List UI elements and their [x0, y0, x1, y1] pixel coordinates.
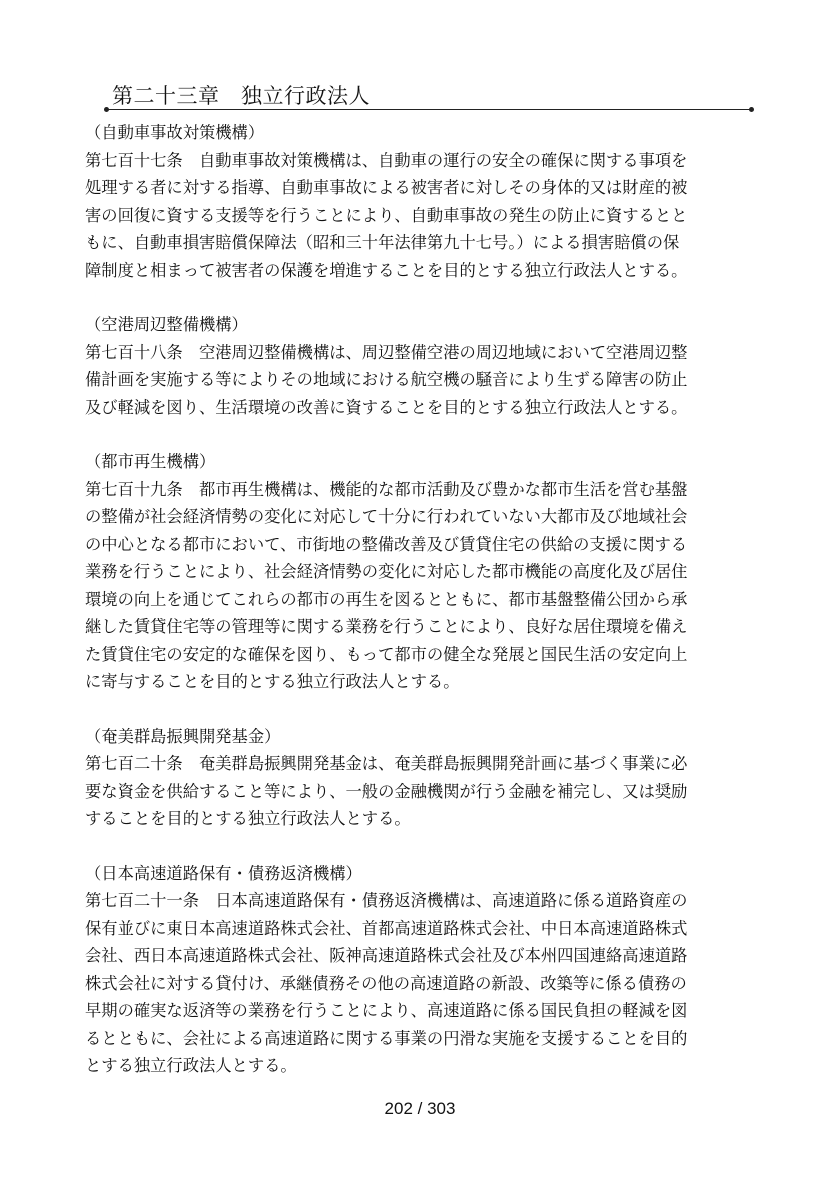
article-line: 及び軽減を図り、生活環境の改善に資することを目的とする独立行政法人とする。 [85, 397, 688, 417]
article-line: 早期の確実な返済等の業務を行うことにより、高速道路に係る国民負担の軽減を図 [85, 1001, 688, 1020]
article-line: 株式会社に対する貸付け、承継債務その他の高速道路の新設、改築等に係る債務の [85, 973, 687, 993]
section-heading: （日本高速道路保有・債務返済機構） [85, 863, 362, 883]
section-heading: （自動車事故対策機構） [85, 123, 265, 142]
article-line: することを目的とする独立行政法人とする。 [85, 809, 411, 828]
article-line: 処理する者に対する指導、自動車事故による被害者に対しその身体的又は財産的被 [85, 178, 688, 197]
article-line: るとともに、会社による高速道路に関する事業の円滑な実施を支援することを目的 [85, 1028, 688, 1048]
article-line: 環境の向上を通じてこれらの都市の再生を図るとともに、都市基盤整備公団から承 [85, 589, 688, 609]
article-line: 第七百二十一条 日本高速道路保有・債務返済機構は、高速道路に係る道路資産の [85, 891, 688, 910]
section-heading: （奄美群島振興開発基金） [85, 726, 281, 746]
article-line: の整備が社会経済情勢の変化に対応して十分に行われていない大都市及び地域社会 [85, 507, 688, 526]
page-number: 202 / 303 [384, 1099, 456, 1118]
section-amami-islands-fund [85, 723, 760, 833]
article-line: た賃貸住宅の安定的な確保を図り、もって都市の健全な発展と国民生活の安定向上 [85, 644, 688, 664]
section-automobile-accident-agency [85, 119, 760, 284]
article-line: 会社、西日本高速道路株式会社、阪神高速道路株式会社及び本州四国連絡高速道路 [85, 946, 688, 965]
document-body [85, 119, 760, 1080]
article-line: 業務を行うことにより、社会経済情勢の変化に対応した都市機能の高度化及び居住 [85, 562, 688, 581]
article-line: 継した賃貸住宅等の管理等に関する業務を行うことにより、良好な居住環境を備え [85, 617, 688, 636]
section-heading: （都市再生機構） [85, 452, 216, 471]
chapter-title: 第二十三章 独立行政法人 [112, 84, 370, 108]
article-line: 第七百十七条 自動車事故対策機構は、自動車の運行の安全の確保に関する事項を [85, 150, 688, 170]
article-line: 第七百十八条 空港周辺整備機構は、周辺整備空港の周辺地域において空港周辺整 [85, 342, 688, 362]
section-airport-environs-agency [85, 311, 760, 421]
article-line: 第七百十九条 都市再生機構は、機能的な都市活動及び豊かな都市生活を営む基盤 [85, 479, 688, 499]
article-line: 害の回復に資する支援等を行うことにより、自動車事故の発生の防止に資するとと [85, 205, 688, 225]
article-line: 備計画を実施する等によりその地域における航空機の騒音により生ずる障害の防止 [85, 370, 688, 389]
chapter-header [106, 82, 752, 112]
article-line: に寄与することを目的とする独立行政法人とする。 [85, 672, 460, 691]
article-line: 要な資金を供給すること等により、一般の金融機関が行う金融を補完し、又は奨励 [85, 781, 688, 801]
article-line: の中心となる都市において、市街地の整備改善及び賃貸住宅の供給の支援に関する [85, 534, 688, 554]
article-line: もに、自動車損害賠償保障法（昭和三十年法律第九十七号。）による損害賠償の保 [85, 233, 680, 252]
section-heading: （空港周辺整備機構） [85, 315, 248, 334]
article-line: 第七百二十条 奄美群島振興開発基金は、奄美群島振興開発計画に基づく事業に必 [85, 754, 688, 773]
article-line: とする独立行政法人とする。 [85, 1056, 297, 1075]
section-urban-renaissance-agency [85, 448, 760, 696]
chapter-rule [106, 109, 752, 110]
section-expressway-holding-agency [85, 860, 760, 1080]
article-line: 保有並びに東日本高速道路株式会社、首都高速道路株式会社、中日本高速道路株式 [85, 918, 688, 938]
article-line: 障制度と相まって被害者の保護を増進することを目的とする独立行政法人とする。 [85, 260, 688, 280]
